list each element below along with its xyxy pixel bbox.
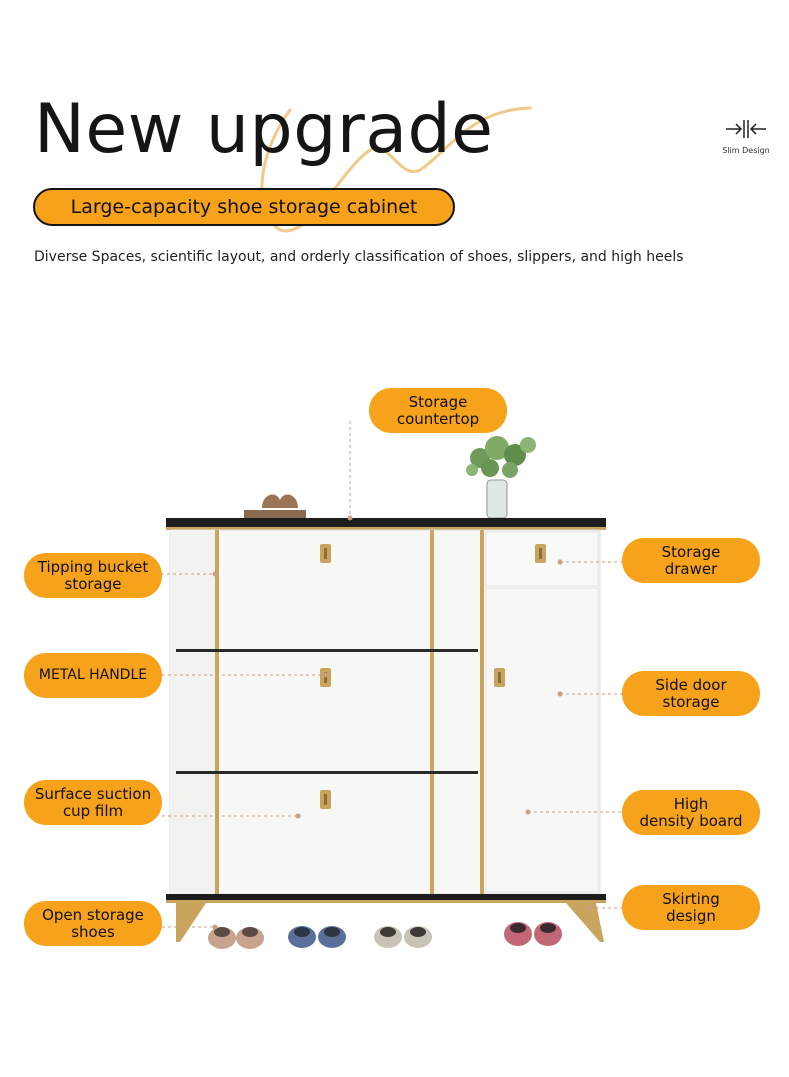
callout-skirting-design: Skirting design (622, 885, 760, 930)
slim-design-badge (718, 118, 774, 155)
page-title: New upgrade (34, 90, 494, 169)
decor-ornament (244, 494, 306, 518)
shoes (208, 922, 562, 949)
callout-open-storage: Open storage shoes (24, 901, 162, 946)
subtitle-text: Large-capacity shoe storage cabinet (70, 196, 418, 218)
callout-storage-countertop: Storage countertop (369, 388, 507, 433)
subtitle-pill (33, 188, 455, 226)
callout-side-door: Side door storage (622, 671, 760, 716)
arrows-inward-icon (724, 118, 768, 140)
skirting (166, 894, 606, 901)
plant-vase (466, 436, 536, 518)
callout-metal-handle: METAL HANDLE (24, 653, 162, 698)
slim-design-label: Slim Design (722, 146, 770, 155)
callout-high-density-board: High density board (622, 790, 760, 835)
callout-tipping-bucket: Tipping bucket storage (24, 553, 162, 598)
callout-storage-drawer: Storage drawer (622, 538, 760, 583)
description-text: Diverse Spaces, scientific layout, and orderly classification of shoes, slippers, and high heels (34, 249, 684, 265)
callout-suction-film: Surface suction cup film (24, 780, 162, 825)
side-door (486, 588, 598, 892)
